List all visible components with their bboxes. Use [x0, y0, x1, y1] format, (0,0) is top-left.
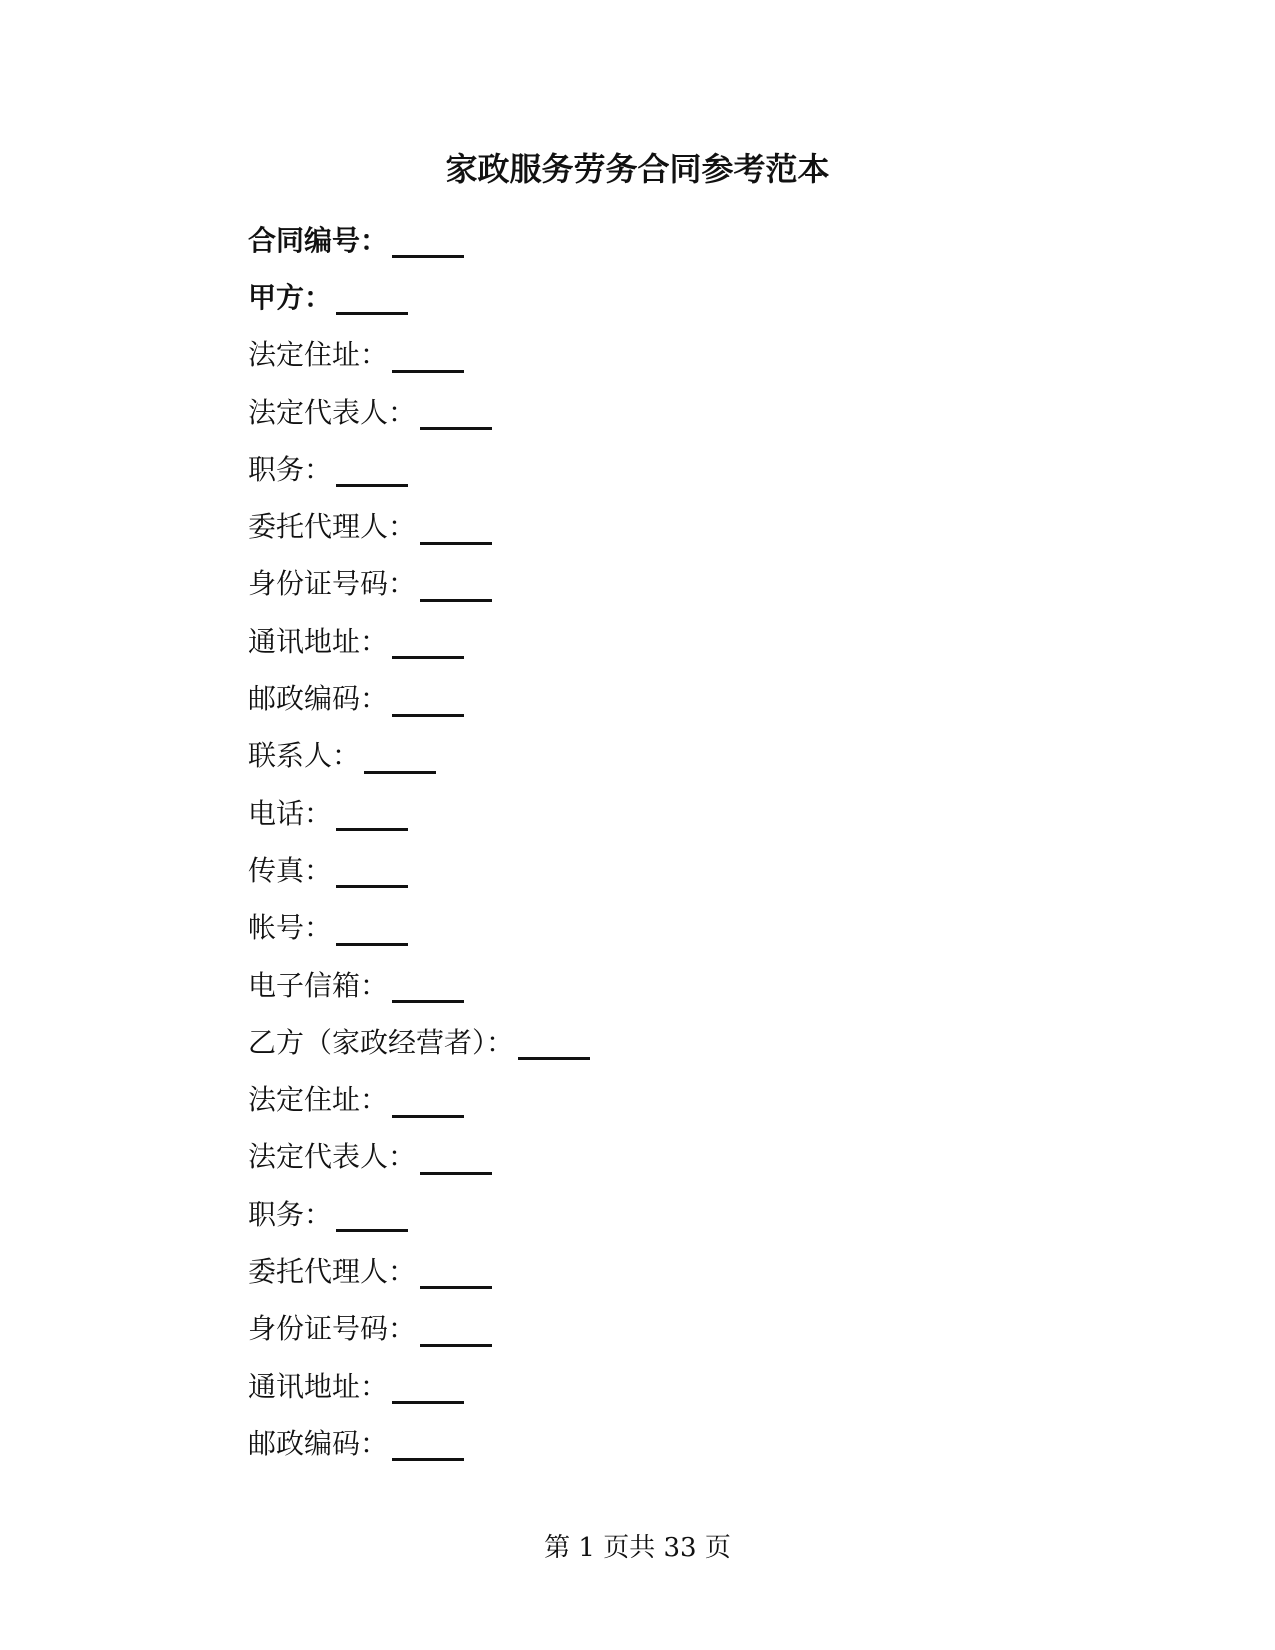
field-row-party-a	[248, 269, 1048, 326]
field-blank[interactable]	[336, 452, 408, 487]
field-blank[interactable]	[518, 1025, 590, 1060]
field-label: 职务：	[248, 452, 333, 486]
field-blank[interactable]	[392, 1083, 464, 1118]
field-label: 职务：	[248, 1197, 333, 1231]
field-blank[interactable]	[392, 338, 464, 373]
field-label: 身份证号码：	[248, 1312, 417, 1346]
field-blank[interactable]	[336, 911, 408, 946]
field-label: 帐号：	[248, 911, 333, 945]
field-row-a-id-number	[248, 556, 1048, 613]
contract-fields	[248, 212, 1048, 1473]
field-row-a-email	[248, 957, 1048, 1014]
field-row-b-legal-rep	[248, 1129, 1048, 1186]
field-label: 甲方：	[248, 280, 333, 314]
field-label: 乙方（家政经营者）：	[248, 1025, 515, 1059]
document-title: 家政服务劳务合同参考范本	[445, 150, 830, 188]
field-blank[interactable]	[392, 1426, 464, 1461]
field-row-a-legal-rep	[248, 384, 1048, 441]
field-row-contract-number	[248, 212, 1048, 269]
field-label: 法定代表人：	[248, 395, 417, 429]
field-row-a-agent	[248, 498, 1048, 555]
field-blank[interactable]	[392, 624, 464, 659]
field-label: 传真：	[248, 853, 333, 887]
field-blank[interactable]	[392, 682, 464, 717]
field-label: 通讯地址：	[248, 624, 389, 658]
field-blank[interactable]	[420, 567, 492, 602]
field-blank[interactable]	[392, 968, 464, 1003]
field-label: 联系人：	[248, 739, 361, 773]
field-label: 合同编号：	[248, 223, 389, 257]
field-row-a-contact	[248, 728, 1048, 785]
field-blank[interactable]	[420, 510, 492, 545]
field-label: 委托代理人：	[248, 1254, 417, 1288]
field-row-b-mail-address	[248, 1358, 1048, 1415]
field-blank[interactable]	[420, 395, 492, 430]
field-label: 委托代理人：	[248, 510, 417, 544]
field-blank[interactable]	[336, 280, 408, 315]
field-label: 法定住址：	[248, 338, 389, 372]
field-row-a-mail-address	[248, 613, 1048, 670]
field-row-a-phone	[248, 785, 1048, 842]
field-row-a-postcode	[248, 670, 1048, 727]
field-label: 法定住址：	[248, 1083, 389, 1117]
field-blank[interactable]	[336, 1197, 408, 1232]
field-blank[interactable]	[420, 1254, 492, 1289]
field-row-a-account	[248, 900, 1048, 957]
field-row-b-id-number	[248, 1301, 1048, 1358]
field-blank[interactable]	[392, 1369, 464, 1404]
field-label: 通讯地址：	[248, 1369, 389, 1403]
field-row-party-b	[248, 1014, 1048, 1071]
field-row-b-postcode	[248, 1415, 1048, 1472]
field-label: 邮政编码：	[248, 682, 389, 716]
field-label: 法定代表人：	[248, 1140, 417, 1174]
field-row-b-position	[248, 1186, 1048, 1243]
page-footer: 第 1 页共 33 页	[544, 1533, 731, 1563]
field-label: 电子信箱：	[248, 968, 389, 1002]
field-label: 身份证号码：	[248, 567, 417, 601]
field-row-b-agent	[248, 1243, 1048, 1300]
field-label: 电话：	[248, 796, 333, 830]
field-blank[interactable]	[420, 1140, 492, 1175]
field-row-a-position	[248, 441, 1048, 498]
field-row-a-fax	[248, 842, 1048, 899]
field-blank[interactable]	[336, 853, 408, 888]
field-blank[interactable]	[364, 739, 436, 774]
field-row-b-address	[248, 1071, 1048, 1128]
field-blank[interactable]	[336, 796, 408, 831]
field-blank[interactable]	[392, 223, 464, 258]
field-label: 邮政编码：	[248, 1426, 389, 1460]
field-blank[interactable]	[420, 1312, 492, 1347]
field-row-a-address	[248, 327, 1048, 384]
